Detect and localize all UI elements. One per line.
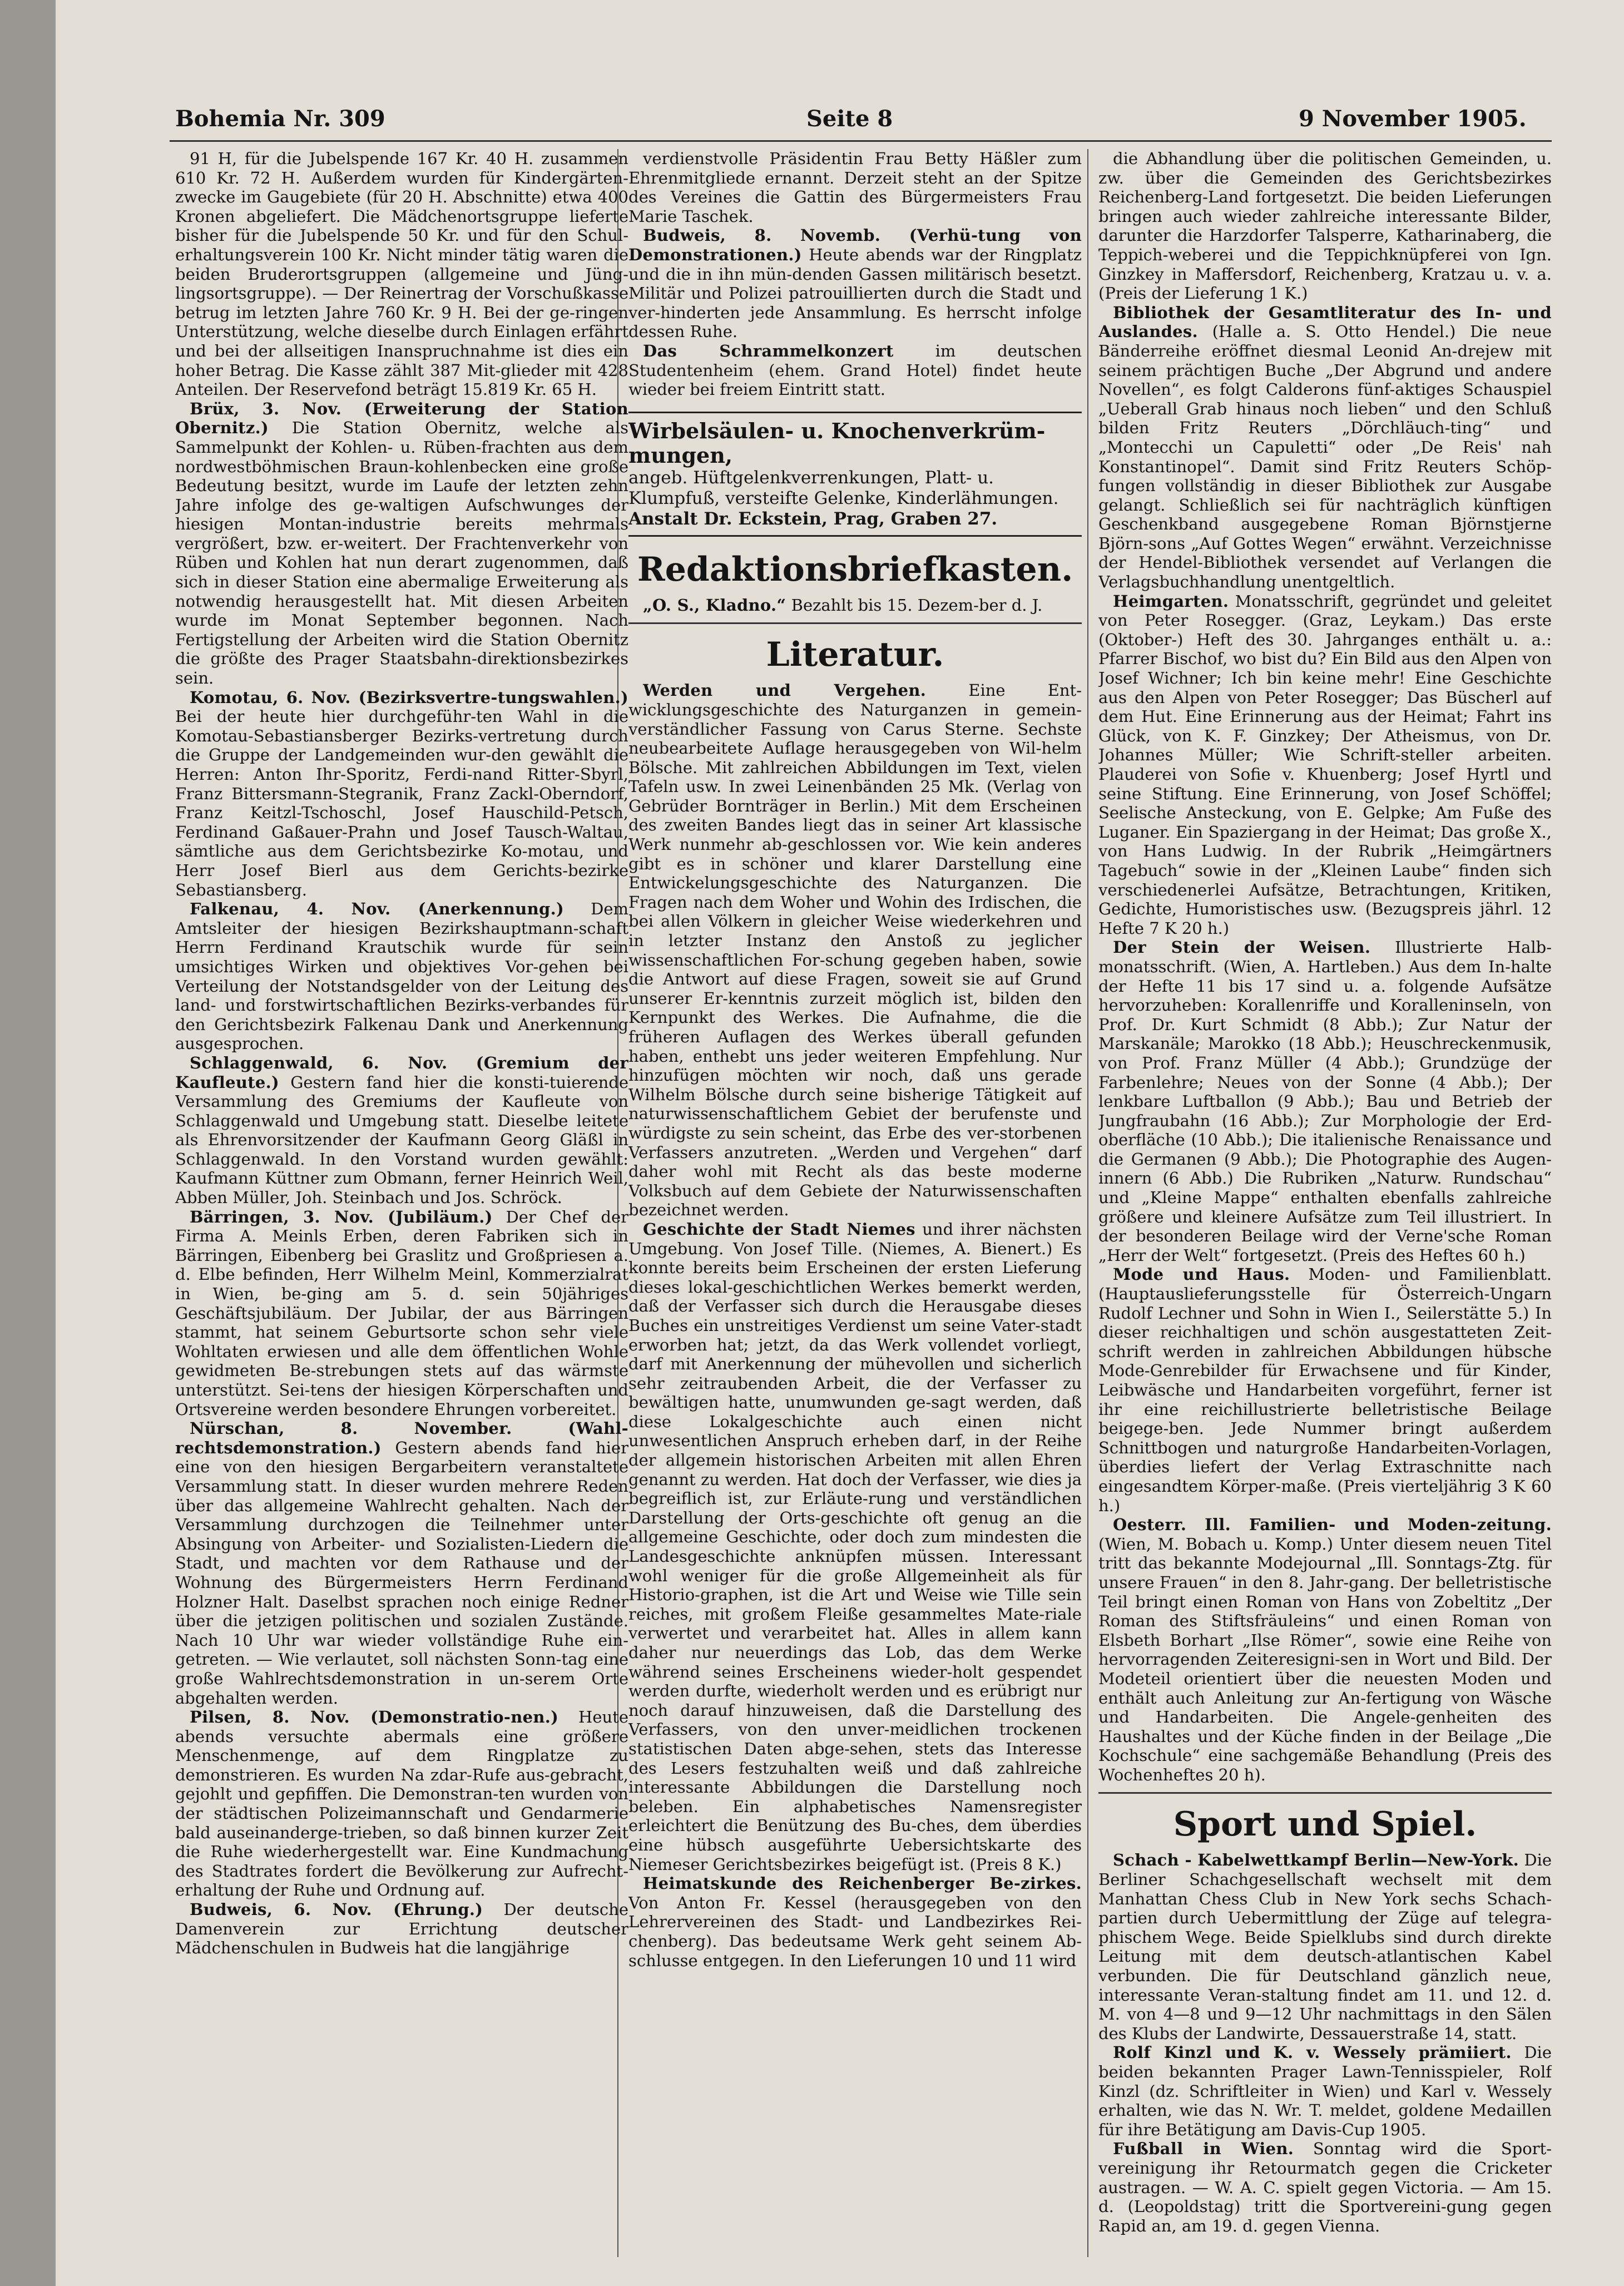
article-heading: Schlaggenwald, 6. Nov. (Gremium der Kaufleute.) [175, 1053, 628, 1092]
article [1098, 303, 1552, 592]
article-text: Die beiden bekannten Prager Lawn-Tennisspieler, Rolf Kinzl (dz. Schriftleiter in Wien) und Karl v. Wessely erhalten, wie das N. Wr. T. meldet, goldene Medaillen für ihre Betätigung am Davis-Cup 1905. [1098, 2043, 1552, 2139]
article-text: im deutschen Studentenheim (ehem. Grand Hotel) findet heute wieder bei freiem Eintritt statt. [628, 341, 1082, 399]
article [628, 149, 1082, 226]
advertisement [628, 412, 1082, 537]
article [628, 1220, 1082, 1874]
article-text: Monatsschrift, gegründet und geleitet von Peter Rosegger. (Graz, Leykam.) Das erste (Oktober-) Heft des 30. Jahrganges enthält u. a.: Pfarrer Bischof, wo bist du? Ein Bild aus den Alpen von Josef Wichner; Ich bin keine mehr! Eine Geschichte aus den Alpen von Peter Rosegger; Das Büscherl auf dem Hut. Eine Erinnerung aus der Heimat; Fahrt ins Glück, von K. F. Ginzkey; Der Atheismus, von Dr. Johannes Müller; Wie Schrift-steller arbeiten. Plauderei von Sofie v. Khuenberg; Josef Hyrtl und seine Stiftung. Eine Erinnerung, von Josef Schöffel; Seelische Ansteckung, von E. Gelpke; Am Fuße des Luganer. Ein Spaziergang in der Heimat; Das große X., von Hans Ludwig. In der Rubrik „Heimgärtners Tagebuch“ sowie in der „Kleinen Laube“ finden sich verschiedenerlei Aufsätze, Betrachtungen, Kritiken, Gedichte, Humoristisches usw. (Bezugspreis jährl. 12 Hefte 7 K 20 h.) [1098, 591, 1552, 938]
article-heading: Fußball in Wien. [1113, 2139, 1294, 2159]
article [175, 899, 628, 1053]
ad-text: angeb. Hüftgelenkverrenkungen, Platt- u. Klumpfuß, versteifte Gelenke, Kinderlähmungen. [628, 467, 1059, 508]
article-text: Eine Ent-wicklungsgeschichte des Naturganzen in gemein-verständlicher Fassung von Carus Sterne. Sechste neubearbeitete Auflage herausgegeben von Wil-helm Bölsche. Mit zahlreichen Abbildungen im Text, vielen Tafeln usw. In zwei Leinenbänden 25 Mk. (Verlag von Gebrüder Bornträger in Berlin.) Mit dem Erscheinen des zweiten Bandes liegt das in seiner Art klassische Werk nunmehr ab-geschlossen vor. Wie kein anderes gibt es in schöner und klarer Darstellung eine Entwickelungsgeschichte des Naturganzen. Die Fragen nach dem Woher und Wohin des Irdischen, die bei allen Völkern in gleicher Weise wiederkehren und in letzter Instanz den Anstoß zu jeglicher wissenschaftlichen For-schung gegeben haben, sowie die Antwort auf diese Fragen, soweit sie auf Grund unserer Er-kenntnis zurzeit möglich ist, bilden den Kernpunkt des Werkes. Die Aufnahme, die die früheren Auflagen des Werkes überall gefunden haben, enthebt uns jeder weiteren Empfehlung. Nur hinzufügen möchten wir noch, daß uns gerade Wilhelm Bölsche durch seine bisherige Tätigkeit auf naturwissenschaftlichem Gebiet der berufenste und würdigste zu sein scheint, das Erbe des ver-storbenen Verfassers anzutreten. „Werden und Vergehen“ darf daher wohl mit Recht als das beste moderne Volksbuch auf dem Gebiete der Naturwissenschaften bezeichnet werden. [628, 681, 1082, 1220]
article-text: 91 H, für die Jubelspende 167 Kr. 40 H. zusammen 610 Kr. 72 H. Außerdem wurden für Kindergärten-zwecke im Gaugebiete (für 20 H. Abschnitte) etwa 400 Kronen abgeliefert. Die Mädchenortsgruppe lieferte bisher für die Jubelspende 50 Kr. und für den Schul-erhaltungsverein 100 Kr. Nicht minder tätig waren die beiden Bruderortsgruppen (allgemeine und Jüng-lingsortsgruppe). — Der Reinertrag der Vorschußkasse betrug im letzten Jahre 760 Kr. 9 H. Bei der ge-ringen Unterstützung, welche dieselbe durch Einlagen erfährt und bei der allseitigen Inanspruchnahme ist dies ein hoher Betrag. Die Kasse zählt 387 Mit-glieder mit 428 Anteilen. Der Reservefond beträgt 15.819 Kr. 65 H. [175, 149, 628, 399]
section-title-literatur: Literatur. [766, 635, 944, 675]
article-text: (Wien, M. Bobach u. Komp.) Unter diesem neuen Titel tritt das bekannte Modejournal „Ill. Sonntags-Ztg. für unsere Frauen“ in den 8. Jahr-gang. Der belletristische Teil bringt einen Roman von Hans von Zobeltitz „Der Roman des Stiftsfräuleins“ und einen Roman von Elsbeth Borhart „Ilse Römer“, sowie eine Reihe von hervorragenden Zeiteresigni-sen in Wort und Bild. Der Modeteil orientiert über die neuesten Moden und enthält auch Anleitung zur An-fertigung von Wäsche und Handarbeiten. Die Angele-genheiten des Haushaltes und der Küche finden in der Beilage „Die Kochschule“ eine sachgemäße Behandlung (Preis des Wochenheftes 20 h). [1098, 1534, 1552, 1784]
article-text: Bei der heute hier durchgeführ-ten Wahl in die Komotau-Sebastiansberger Bezirks-vertretung durch die Gruppe der Landgemeinden wur-den gewählt die Herren: Anton Ihr-Sporitz, Ferdi-nand Ritter-Sbyrl, Franz Bittersmann-Stegranik, Franz Zackl-Oberndorf, Franz Keitzl-Tschoschl, Josef Hauschild-Petsch, Ferdinand Gaßauer-Prahn und Josef Tausch-Waltau, sämtliche aus dem Gerichtsbezirke Ko-motau, und Herr Josef Bierl aus dem Gerichts-bezirke Sebastiansberg. [175, 707, 628, 899]
article [628, 596, 1082, 615]
article [628, 342, 1082, 399]
article-heading: Bibliothek der Gesamtliteratur des In- und Auslandes. [1098, 303, 1552, 342]
column-right [1098, 149, 1552, 2257]
article-heading: Der Stein der Weisen. [1113, 938, 1371, 957]
article-heading: Nürschan, 8. November. (Wahl-rechtsdemonstration.) [175, 1419, 628, 1457]
article-text: Heute abends war der Ringplatz und die in ihn mün-denden Gassen militärisch besetzt. Militär und Polizei patrouillierten durch die Stadt und ver-hinderten jede Ansammlung. Es herrscht infolge dessen Ruhe. [628, 245, 1082, 342]
article-text: Von Anton Fr. Kessel (herausgegeben von den Lehrervereinen des Stadt- und Landbezirkes Rei-chenberg). Das bedeutsame Werk geht seinem Ab-schlusse entgegen. In den Lieferungen 10 und 11 wird [628, 1893, 1082, 1970]
article-heading: Falkenau, 4. Nov. (Anerkennung.) [190, 899, 565, 919]
article-heading: Oesterr. Ill. Familien- und Moden-zeitung. [1113, 1515, 1552, 1535]
article [1098, 2139, 1552, 2235]
section-divider [628, 622, 1082, 624]
article-text: (Halle a. S. Otto Hendel.) Die neue Bänderreihe eröffnet diesmal Leonid An-drejew mit seinem prächtigen Buche „Der Abgrund und andere Novellen“, es folgt Calderons fünf-aktiges Schauspiel „Ueberall Grab hinaus noch lieben“ und den Schluß bilden Fritz Reuters „Dörchläuch-ting“ und „Montecchi un Capuletti“ oder „De Reis' nah Konstantinopel“. Damit sind Fritz Reuters Schöp-fungen vollständig in dieser Bibliothek zur Ausgabe gelangt. Schließlich sei für nachträglich künftigen Geschenkband ausgegebene Roman Björnstjerne Björn-sons „Auf Gottes Wegen“ erwähnt. Verzeichnisse der Hendel-Bibliothek versendet auf Verlangen die Verlagsbuchhandlung unentgeltlich. [1098, 322, 1552, 592]
issue-date: 9 November 1905. [1299, 106, 1527, 132]
article-heading: Schach - Kabelwettkampf Berlin—New-York. [1113, 1850, 1519, 1870]
article-text: und ihrer nächsten Umgebung. Von Josef Tille. (Niemes, A. Bienert.) Es konnte bereits beim Erscheinen der ersten Lieferung dieses lokal-geschichtlichen Werkes bemerkt werden, daß der Verfasser sich durch die Herausgabe dieses Buches ein unstreitiges Verdienst um seine Vater-stadt erworben hat; jetzt, da das Werk vollendet vorliegt, darf mit Anerkennung der mühevollen und sicherlich sehr zeitraubenden Arbeit, die der Verfasser zu bewältigen hatte, unumwunden ge-sagt werden, daß diese Lokalgeschichte auch einen nicht unwesentlichen Anspruch erheben darf, in der Reihe der allgemein historischen Arbeiten mit allen Ehren genannt zu werden. Hat doch der Verfasser, wie dies ja begreiflich ist, zur Erläute-rung und verständlichen Darstellung der Orts-geschichte oft genug an die allgemeine Geschichte, oder doch zum mindesten die Landesgeschichte anknüpfen müssen. Interessant wohl weniger für die große Allgemeinheit als für Historio-graphen, ist die Art und Weise wie Tille sein reiches, mit großem Fleiße gesammeltes Mate-riale verwertet und verarbeitet hat. Alles in allem kann daher nur neuerdings das Lob, das dem Werke während seines Erscheinens wieder-holt gespendet werden durfte, wiederholt werden und es erübrigt nur noch darauf hinzuweisen, daß die Darstellung des Verfassers, von den unver-meidlichen trockenen statistischen Daten abge-sehen, stets das Interesse des Lesers festzuhalten weiß und daß zahlreiche interessante Abbildungen die Darstellung noch beleben. Ein alphabetisches Namensregister erleichtert die Benützung des Bu-ches, dem überdies eine hübsch ausgeführte Uebersichtskarte des Niemeser Gerichtsbezirkes beigefügt ist. (Preis 8 K.) [628, 1219, 1082, 1874]
article-heading: Das Schrammelkonzert [643, 341, 894, 360]
scan-margin-strip [0, 0, 56, 2286]
article [1098, 2043, 1552, 2139]
ad-address: Anstalt Dr. Eckstein, Prag, Graben 27. [628, 508, 998, 529]
article-text: Gestern abends fand hier eine von den hiesigen Bergarbeitern veranstaltete Versammlung statt. In dieser wurden mehrere Reden über das allgemeine Wahlrecht gehalten. Nach der Versammlung durchzogen die Teilnehmer unter Absingung von Arbeiter- und Sozialisten-Liedern die Stadt, und machten vor dem Rathause und der Wohnung des Bürgermeisters Herrn Ferdinand Holzner Halt. Daselbst sprachen noch einige Redner über die jetzigen politischen und sozialen Zustände. Nach 10 Uhr war wieder vollständige Ruhe ein-getreten. — Wie verlautet, soll nächsten Sonn-tag eine große Wahlrechtsdemonstration in un-serem Orte abgehalten werden. [175, 1438, 628, 1708]
article [175, 149, 628, 399]
article-heading: Mode und Haus. [1113, 1265, 1290, 1284]
article [175, 1708, 628, 1900]
article-text: Die Berliner Schachgesellschaft wechselt mit dem Manhattan Chess Club in New York sechs Schach-partien durch Uebermittlung der Züge auf telegra-phischem Wege. Beide Spielklubs sind durch direkte Leitung mit dem deutsch-atlantischen Kabel verbunden. Die für Deutschland gänzlich neue, interessante Veran-staltung findet am 11. und 12. d. M. von 4—8 und 9—12 Uhr nachmittags in den Sälen des Klubs der Landwirte, Dessauerstraße 14, statt. [1098, 1850, 1552, 2043]
article [1098, 1515, 1552, 1784]
column-divider [1087, 149, 1088, 2257]
article-heading: Brüx, 3. Nov. (Erweiterung der Station Obernitz.) [175, 399, 628, 438]
article [175, 1208, 628, 1419]
article-heading: Geschichte der Stadt Niemes [643, 1219, 915, 1239]
article-text: Dem Amtsleiter der hiesigen Bezirkshauptmann-schaft Herrn Ferdinand Krautschik wurde für sein umsichtiges Wirken und objektives Vor-gehen bei Verteilung der Notstandsgelder von der Leitung des land- und forstwirtschaftlichen Bezirks-verbandes für den Gerichtsbezirk Falkenau Dank und Anerkennung ausgesprochen. [175, 899, 628, 1053]
article [1098, 149, 1552, 303]
column-middle [628, 149, 1082, 2257]
masthead-left: Bohemia Nr. 309 [175, 106, 385, 132]
page-number: Seite 8 [806, 106, 893, 132]
article-text: Die Station Obernitz, welche als Sammelpunkt der Kohlen- u. Rüben-frachten aus dem nordwestböhmischen Braun-kohlenbecken eine große Bedeutung besitzt, wurde im Laufe der letzten zehn Jahre infolge des ge-waltigen Aufschwunges der hiesigen Montan-industrie bereits mehrmals vergrößert, bzw. er-weitert. Der Frachtenverkehr von Rüben und Kohlen hat nun derart zugenommen, daß sich in dieser Station eine abermalige Erweiterung als notwendig herausgestellt hat. Mit diesen Arbeiten wurde im Monat September begonnen. Nach Fertigstellung der Arbeiten wird die Station Obernitz die größte des Prager Staatsbahn-direktionsbezirkes sein. [175, 418, 628, 688]
article [175, 399, 628, 688]
section-title-sport: Sport und Spiel. [1173, 1805, 1477, 1844]
article [628, 226, 1082, 342]
article-text: Der deutsche Damenverein zur Errichtung deutscher Mädchenschulen in Budweis hat die langjährige [175, 1900, 628, 1958]
article-heading: Budweis, 6. Nov. (Ehrung.) [190, 1900, 483, 1919]
article [1098, 938, 1552, 1265]
article-text: Der Chef der Firma A. Meinls Erben, deren Fabriken sich in Bärringen, Eibenberg bei Graslitz und Großpriesen a. d. Elbe befinden, Herr Wilhelm Meinl, Kommerzialrat in Wien, be-ging am 5. d. sein 50jähriges Geschäftsjubiläum. Der Jubilar, der aus Bärringen stammt, hat seinem Geburtsorte schon sehr viele Wohltaten erwiesen und alle dem öffentlichen Wohle gewidmeten Be-strebungen stets auf das wärmste unterstützt. Sei-tens der hiesigen Körperschaften und Ortsvereine werden besondere Ehrungen vorbereitet. [175, 1207, 628, 1419]
article [628, 1874, 1082, 1970]
article-heading: Pilsen, 8. Nov. (Demonstratio-nen.) [190, 1708, 559, 1727]
article-heading: Bärringen, 3. Nov. (Jubiläum.) [190, 1207, 493, 1226]
article [1098, 1265, 1552, 1515]
header-rule [170, 140, 1552, 142]
article-text: verdienstvolle Präsidentin Frau Betty Häßler zum Ehrenmitgliede ernannt. Derzeit steht an der Spitze des Vereines die Gattin des Bürgermeisters Frau Marie Taschek. [628, 149, 1082, 226]
ad-headline: Wirbelsäulen- u. Knochenverkrüm-mungen, [628, 418, 1046, 468]
article-heading: Heimatskunde des Reichenberger Be-zirkes. [643, 1874, 1082, 1893]
article-text: Gestern fand hier die konsti-tuierende Versammlung des Gremiums der Kaufleute von Schlaggenwald und Umgebung statt. Dieselbe leitete als Ehrenvorsitzender der Kaufmann Georg Gläßl in Schlaggenwald. In den Vorstand wurden gewählt: Kaufmann Küttner zum Obmann, ferner Heinrich Weil, Abben Müller, Joh. Steinbach und Jos. Schröck. [175, 1072, 628, 1208]
article-text: Moden- und Familienblatt. (Hauptauslieferungsstelle für Österreich-Ungarn Rudolf Lechner und Sohn in Wien I., Seilerstätte 5.) In dieser reichhaltigen und schön ausgestatteten Zeit-schrift werden in zahlreichen Abbildungen hübsche Mode-Genrebilder für Erwachsene und für Kinder, Leibwäsche und Handarbeiten vorgeführt, ferner ist ihr eine reichillustrierte belletristische Beilage beigege-ben. Jede Nummer bringt außerdem Schnittbogen und naturgroße Handarbeiten-Vorlagen, überdies liefert der Verlag Extraschnitte nach eingesandtem Körper-maße. (Preis vierteljährig 3 K 60 h.) [1098, 1265, 1552, 1515]
article-heading: Komotau, 6. Nov. (Bezirksvertre-tungswahlen.) [190, 687, 628, 707]
article-heading: Budweis, 8. Novemb. (Verhü-tung von Demonstrationen.) [628, 226, 1082, 264]
section-divider [1098, 1792, 1552, 1794]
article-text: Bezahlt bis 15. Dezem-ber d. J. [791, 595, 1043, 615]
article-heading: „O. S., Kladno.“ [643, 595, 786, 615]
article [1098, 1850, 1552, 2043]
article-text: Sonntag wird die Sport-vereinigung ihr Retourmatch gegen die Cricketer austragen. — W. A. C. spielt gegen Victoria. — Am 15. d. (Leopoldstag) tritt die Sportvereini-gung gegen Rapid an, am 19. d. gegen Vienna. [1098, 2139, 1552, 2235]
article [175, 688, 628, 900]
article [1098, 592, 1552, 938]
article-text: Illustrierte Halb-monatsschrift. (Wien, A. Hartleben.) Aus dem In-halte der Hefte 11 bis 17 sind u. a. folgende Aufsätze hervorzuheben: Korallenriffe und Koralleninseln, von Prof. Dr. Kurt Schmidt (8 Abb.); Zur Natur der Marskanäle; Marokko (18 Abb.); Heuschreckenmusik, von Prof. Franz Müller (4 Abb.); Grundzüge der Farbenlehre; Neues von der Sonne (4 Abb.); Der lenkbare Luftballon (9 Abb.); Bau und Betrieb der Jungfraubahn (16 Abb.); Zur Morphologie der Erd-oberfläche (10 Abb.); Die italienische Renaissance und die Germanen (9 Abb.); Die Photographie des Augen-innern (6 Abb.) Die Rubriken „Naturw. Rundschau“ und „Kleine Mappe“ enthalten ebenfalls zahlreiche größere und kleinere Aufsätze zum Teil illustriert. In der besonderen Beilage wird der Verne'sche Roman „Herr der Welt“ fortgesetzt. (Preis des Heftes 60 h.) [1098, 938, 1552, 1265]
article [175, 1900, 628, 1958]
article-heading: Heimgarten. [1113, 591, 1229, 611]
section-title-briefkasten: Redaktionsbriefkasten. [637, 550, 1073, 589]
article [175, 1419, 628, 1708]
article-heading: Rolf Kinzl und K. v. Wessely prämiiert. [1113, 2043, 1512, 2062]
article-heading: Werden und Vergehen. [643, 681, 927, 700]
column-left [175, 149, 628, 2257]
article-text: Heute abends versuchte abermals eine größere Menschenmenge, auf dem Ringplatze zu demonstrieren. Es wurden Na zdar-Rufe aus-gebracht, gejohlt und gepfiffen. Die Demonstran-ten wurden von der städtischen Polizeimannschaft und Gendarmerie bald auseinanderge-trieben, so daß binnen kurzer Zeit die Ruhe wiederhergestellt war. Eine Kundmachung des Stadtrates fordert die Bevölkerung zur Aufrecht-erhaltung der Ruhe und Ordnung auf. [175, 1708, 628, 1900]
article-text: die Abhandlung über die politischen Gemeinden, u. zw. über die Gemeinden des Gerichtsbezirkes Reichenberg-Land fortgesetzt. Die beiden Lieferungen bringen auch wieder zahlreiche interessante Bilder, darunter die Harzdorfer Talsperre, Katharinaberg, die Teppich-weberei und die Teppichknüpferei von Ign. Ginzkey in Maffersdorf, Reichenberg, Kratzau u. v. a. (Preis der Lieferung 1 K.) [1098, 149, 1552, 303]
article [175, 1053, 628, 1208]
article [628, 681, 1082, 1220]
